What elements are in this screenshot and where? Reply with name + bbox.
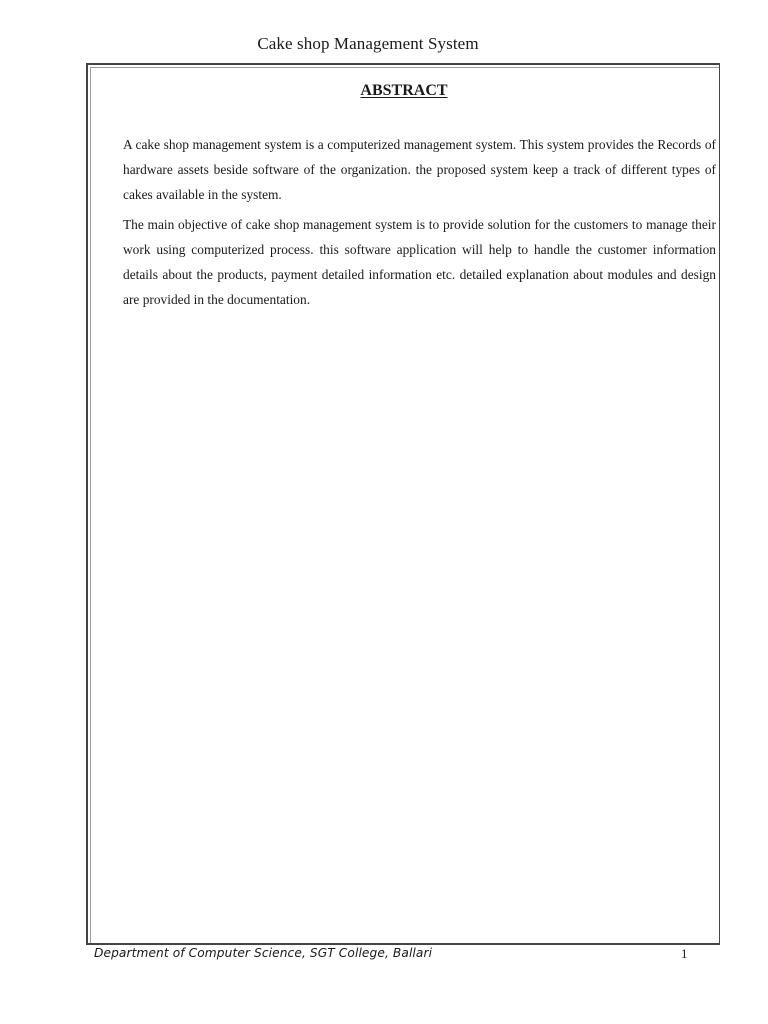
footer-page-number: 1 <box>681 946 688 961</box>
abstract-paragraph-1: A cake shop management system is a computerized management system. This system provides the Records of hardware assets beside software of the organization. the proposed system keep a track of different types of cakes available in the system. <box>123 137 716 203</box>
abstract-paragraph-2: The main objective of cake shop management system is to provide solution for the customers to manage their work using computerized process. this software application will help to handle the customer information details about the products, payment detailed information etc. detailed explanation about modules and design are provided in the documentation. <box>123 216 716 308</box>
abstract-body <box>123 132 716 316</box>
document-header-title: Cake shop Management System <box>257 34 479 53</box>
abstract-heading: ABSTRACT <box>360 82 448 99</box>
footer-department: Department of Computer Science, SGT College, Ballari <box>94 946 433 960</box>
